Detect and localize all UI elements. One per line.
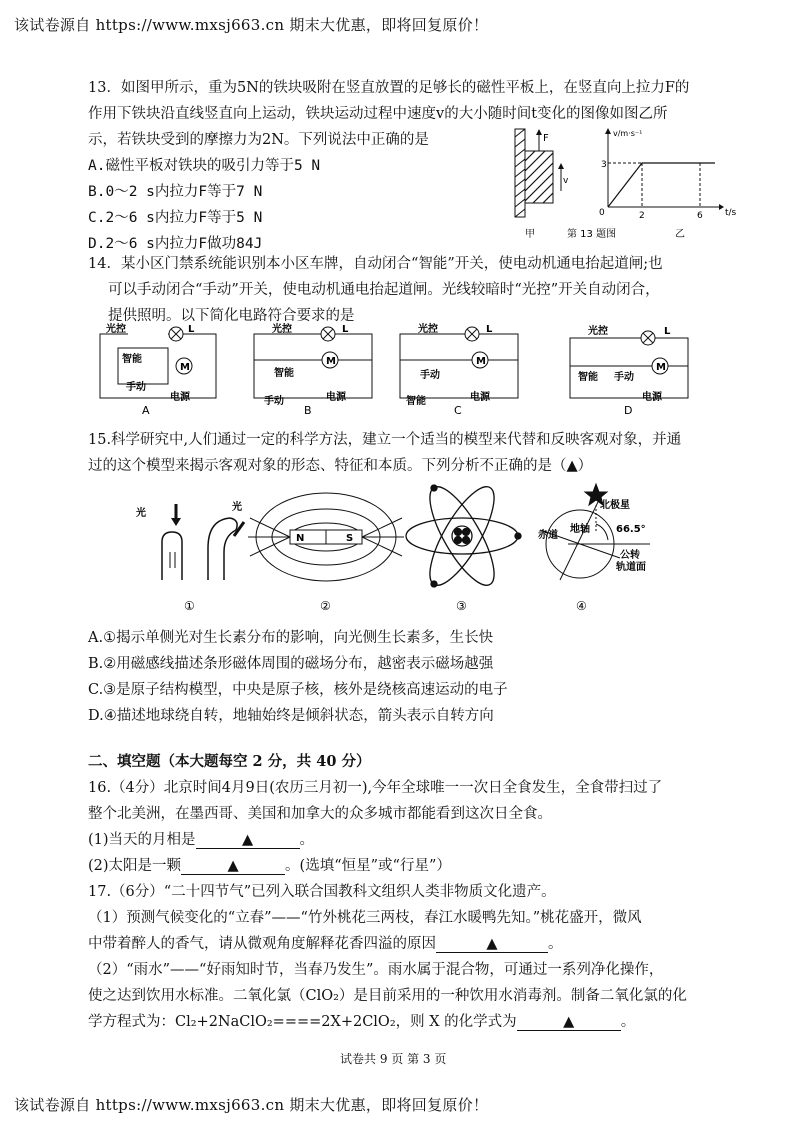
q17-line-1: 17.（6分）“二十四节气”已列入联合国教科文组织人类非物质文化遗产。 — [88, 884, 556, 900]
q17-flower-text: 中带着醉人的香气，请从微观角度解释花香四溢的原因 — [88, 936, 436, 952]
origin-label: 0 — [599, 208, 605, 218]
q16-line-2: 整个北美洲，在墨西哥、美国和加拿大的众多城市都能看到这次日全食。 — [88, 806, 552, 822]
svg-text:地轴: 地轴 — [570, 524, 590, 535]
q13-option-d: D.2～6 s内拉力F做功84J — [88, 236, 263, 252]
svg-text:手动: 手动 — [264, 396, 284, 407]
q17-flower-end: 。 — [548, 936, 563, 952]
q17-line-2: （1）预测气候变化的“立春”——“竹外桃花三两枝，春江水暖鸭先知。”桃花盛开，微风 — [88, 910, 642, 926]
q15-option-c: C.③是原子结构模型，中央是原子核，核外是绕核高速运动的电子 — [88, 682, 508, 698]
q15-option-a: A.①揭示单侧光对生长素分布的影响，向光侧生长素多，生长快 — [88, 630, 494, 646]
svg-text:电源: 电源 — [470, 392, 490, 403]
v-axis-label: v/m·s⁻¹ — [613, 129, 643, 138]
q17-line-5: 使之达到饮用水标准。二氧化氯（ClO₂）是目前采用的一种饮用水消毒剂。制备二氧化氯的化 — [88, 988, 687, 1004]
svg-text:④: ④ — [576, 599, 587, 613]
q13-option-c: C.2～6 s内拉力F等于5 N — [88, 210, 263, 226]
svg-text:智能: 智能 — [274, 368, 294, 379]
circuit-a — [100, 322, 216, 417]
q14-line-1: 14．某小区门禁系统能识别本小区车牌，自动闭合“智能”开关，使电动机通电抬起道闸;也 — [88, 256, 663, 272]
circuit-c — [400, 322, 518, 417]
svg-text:L: L — [188, 324, 195, 335]
circuit-d — [570, 324, 688, 417]
svg-text:轨道面: 轨道面 — [616, 562, 646, 573]
page-footer: 试卷共 9 页 第 3 页 — [340, 1052, 447, 1066]
figure-1-phototropism — [136, 500, 244, 613]
q16-sub-2-end: 。(选填“恒星”或“行星”） — [285, 858, 451, 874]
fig-label-jia: 甲 — [525, 229, 535, 240]
q15-option-d: D.④描述地球绕自转，地轴始终是倾斜状态，箭头表示自转方向 — [88, 708, 494, 724]
svg-text:光控: 光控 — [272, 324, 292, 335]
q16-sub-2-text: (2)太阳是一颗 — [88, 858, 182, 874]
svg-text:手动: 手动 — [126, 382, 146, 393]
q13-figure — [505, 125, 745, 243]
circuit-b — [254, 322, 372, 417]
q17-line-4: （2）“雨水”——“好雨知时节，当春乃发生”。雨水属于混合物，可通过一系列净化操作， — [88, 962, 664, 978]
q16-blank-2[interactable]: ▲ — [181, 858, 285, 875]
q16-sub-1-end: 。 — [299, 832, 315, 848]
figure-2-magnet-field — [248, 493, 404, 581]
q17-blank-2[interactable]: ▲ — [517, 1014, 621, 1031]
t-axis-label: t/s — [725, 208, 737, 218]
t-tick-2: 2 — [639, 211, 645, 221]
svg-text:光控: 光控 — [106, 324, 126, 335]
fig-label-yi: 乙 — [675, 229, 685, 240]
svg-text:②: ② — [320, 599, 331, 613]
svg-text:③: ③ — [456, 599, 467, 613]
svg-text:智能: 智能 — [122, 354, 142, 365]
svg-text:电源: 电源 — [326, 392, 346, 403]
svg-text:①: ① — [184, 599, 195, 613]
q15-option-b: B.②用磁感线描述条形磁体周围的磁场分布，越密表示磁场越强 — [88, 656, 494, 672]
svg-text:手动: 手动 — [420, 370, 440, 381]
q16-blank-1[interactable]: ▲ — [196, 832, 300, 849]
svg-text:66.5°: 66.5° — [616, 524, 646, 535]
svg-text:赤道: 赤道 — [538, 530, 558, 541]
q13-option-b: B.0～2 s内拉力F等于7 N — [88, 184, 263, 200]
q13-line-3: 示，若铁块受到的摩擦力为2N。下列说法中正确的是 — [88, 132, 429, 148]
q14-line-3: 提供照明。以下简化电路符合要求的是 — [108, 308, 355, 324]
q17-line-3 — [88, 932, 563, 953]
top-banner: 该试卷源自 https://www.mxsj663.cn 期末大优惠，即将回复原价！ — [14, 16, 489, 34]
q13-option-a: A.磁性平板对铁块的吸引力等于5 N — [88, 158, 321, 174]
t-tick-6: 6 — [697, 211, 703, 221]
svg-text:公转: 公转 — [620, 550, 640, 561]
svg-text:智能: 智能 — [406, 396, 426, 407]
force-label: F — [543, 133, 549, 144]
q17-chem-end: 。 — [620, 1014, 636, 1030]
svg-text:D: D — [624, 404, 633, 417]
svg-text:S: S — [346, 533, 354, 544]
svg-text:光控: 光控 — [418, 324, 438, 335]
svg-text:手动: 手动 — [614, 372, 634, 383]
q17-line-6 — [88, 1010, 635, 1031]
svg-text:光: 光 — [136, 508, 146, 519]
q14-line-2: 可以手动闭合“手动”开关，使电动机通电抬起道闸。光线较暗时“光控”开关自动闭合， — [108, 282, 660, 298]
svg-text:电源: 电源 — [170, 392, 190, 403]
bottom-banner: 该试卷源自 https://www.mxsj663.cn 期末大优惠，即将回复原价！ — [14, 1096, 489, 1114]
svg-text:电源: 电源 — [642, 392, 662, 403]
figure-3-atom-model — [406, 479, 521, 594]
q16-sub-1 — [88, 828, 314, 849]
q15-line-1: 15.科学研究中,人们通过一定的科学方法，建立一个适当的模型来代替和反映客观对象，并通 — [88, 432, 682, 448]
svg-text:A: A — [142, 404, 150, 417]
svg-text:光控: 光控 — [588, 326, 608, 337]
svg-text:L: L — [342, 324, 349, 335]
svg-text:智能: 智能 — [578, 372, 598, 383]
v-tick-3: 3 — [601, 160, 607, 170]
svg-text:北极星: 北极星 — [600, 500, 630, 511]
svg-text:L: L — [664, 326, 671, 337]
q17-chem-text: 学方程式为：Cl₂+2NaClO₂====2X+2ClO₂，则 X 的化学式为 — [88, 1014, 517, 1030]
velocity-curve — [608, 163, 715, 207]
q16-line-1: 16.（4分）北京时间4月9日(农历三月初一),今年全球唯一一次日全食发生，全食带扫过了 — [88, 780, 663, 796]
q15-line-2: 过的这个模型来揭示客观对象的形态、特征和本质。下列分析不正确的是（▲） — [88, 458, 593, 474]
q17-blank-1[interactable]: ▲ — [436, 936, 548, 953]
svg-text:B: B — [304, 404, 312, 417]
svg-text:N: N — [296, 533, 305, 544]
svg-text:C: C — [454, 404, 462, 417]
q14-circuits: M 光控 L 智能 手动 电源 A 光控 L 智能 手动 电源 B 光控 L 手动 智能 电源 C 光控 L 智能 手动 电源 D — [88, 320, 708, 416]
q16-sub-1-text: (1)当天的月相是 — [88, 832, 196, 848]
fig-caption: 第 13 题图 — [567, 229, 617, 240]
q13-line-1: 13．如图甲所示，重为5N的铁块吸附在竖直放置的足够长的磁性平板上，在竖直向上拉力F的 — [88, 80, 690, 96]
section-2-title: 二、填空题（本大题每空 2 分，共 40 分） — [88, 753, 371, 770]
q16-sub-2 — [88, 854, 451, 875]
velocity-label: v — [563, 176, 569, 186]
svg-text:光: 光 — [232, 502, 242, 513]
q15-figures — [120, 480, 720, 620]
svg-text:L: L — [486, 324, 493, 335]
q13-line-2: 作用下铁块沿直线竖直向上运动，铁块运动过程中速度v的大小随时间t变化的图像如图乙所 — [88, 106, 668, 122]
